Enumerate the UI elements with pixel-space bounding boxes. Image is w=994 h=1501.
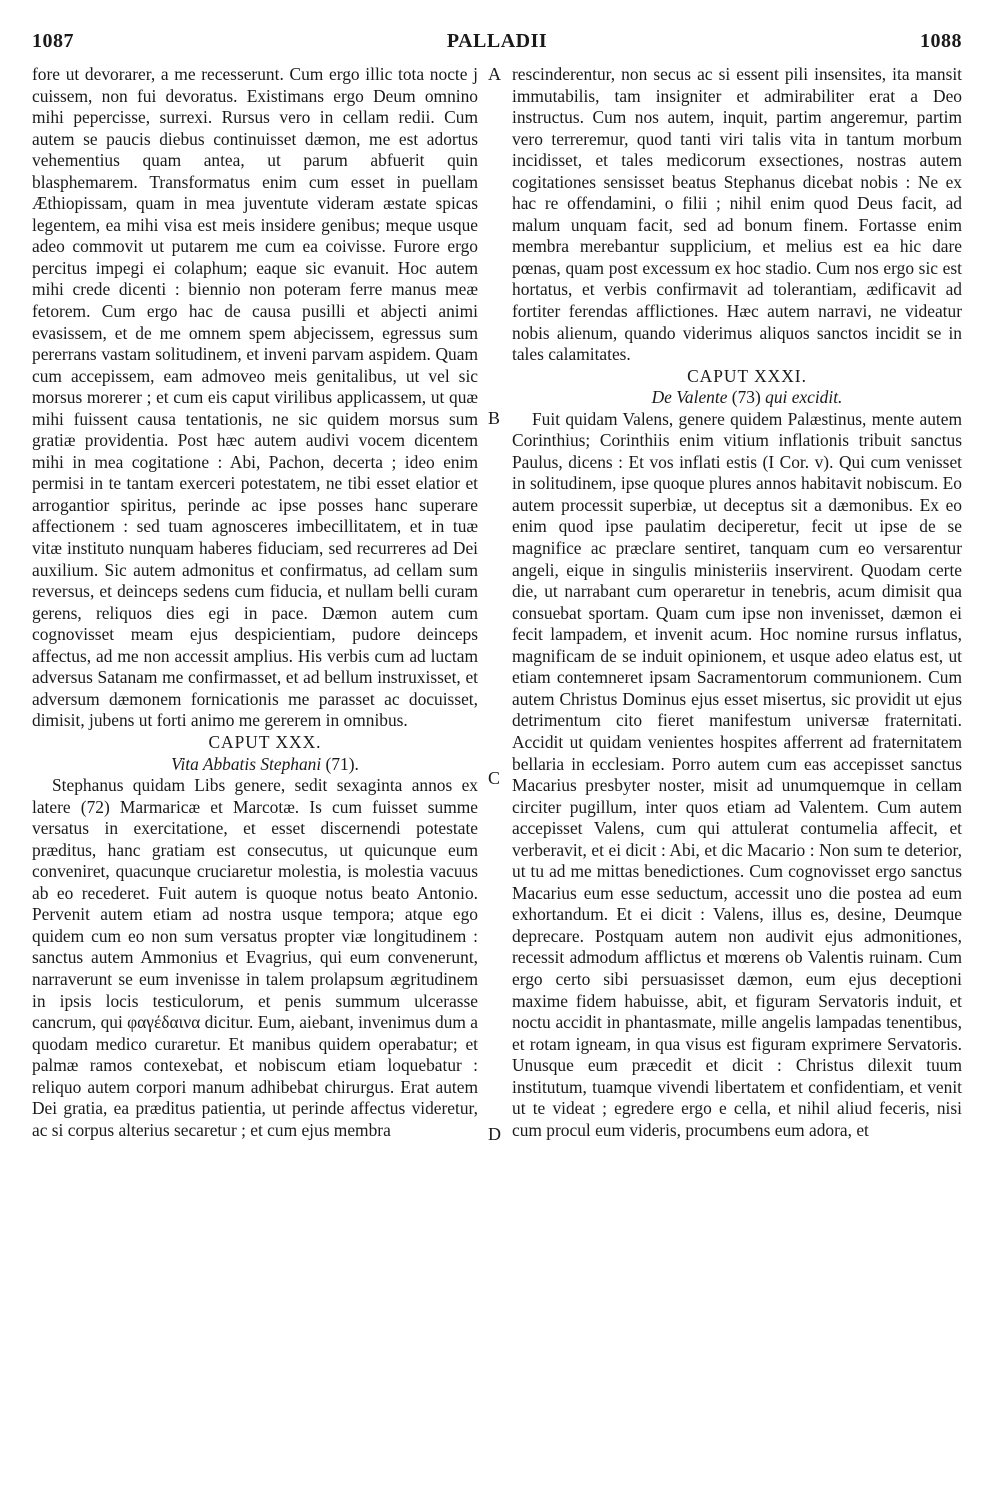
right-column — [512, 64, 962, 1141]
running-title: PALLADII — [446, 30, 548, 52]
page-header — [32, 30, 962, 60]
left-paragraph-2: Stephanus quidam Libs genere, sedit sexaginta annos ex latere (72) Marmaricæ et Marcotæ. Is cum fuisset summe versatus in exercitatione, et esset discernendi potestate præditus, hanc gratiam est consecutus, ut quicunque eum conveniret, quacunque cruciaretur molestia, is molestia vacuus ab eo recederet. Fuit autem is quoque notus beato Antonio. Pervenit autem etiam ad nostra usque tempora; atque ego quidem cum eo non sum versatus propter viæ longitudinem : sanctus autem Ammonius et Evagrius, qui eum convenerunt, narraverunt se eum invenisse in talem prolapsum ægritudinem in ipsis locis testiculorum, et penis summum ulcerasse cancrum, qui φαγέδαινα dicitur. Eum, aiebant, invenimus dum a quodam medico curaretur. Et manibus quidem operabatur; et palmæ ramos contexebat, et nobiscum etiam loquebatur : reliquo autem corpori manum adhibebat chirurgus. Erat autem Dei gratia, ea præditus patientia, ut perinde affectus videretur, ac si corpus alterius secaretur ; et cum ejus membra — [32, 775, 478, 1140]
page-number-right: 1088 — [920, 30, 962, 52]
chapter-subtitle-30 — [32, 754, 478, 776]
margin-letter-a: A — [488, 64, 501, 84]
chapter-heading-30: CAPUT XXX. — [208, 731, 322, 752]
page-number-left: 1087 — [32, 30, 74, 52]
chapter-subtitle-31 — [512, 387, 962, 409]
left-column — [32, 64, 478, 1141]
margin-letter-b: B — [488, 408, 501, 428]
chapter-subtitle-31-text-a: De Valente — [651, 387, 728, 408]
chapter-note-30: (71). — [325, 753, 359, 774]
right-paragraph-2: Fuit quidam Valens, genere quidem Palæstinus, mente autem Corinthius; Corinthiis enim vitium inflationis tribuit sanctus Paulus, dicens : Et vos inflati estis (I Cor. v). Qui cum venisset in solitudinem, ipse quoque plures annos habitavit nobiscum. Eo autem processit superbiæ, ut deceptus sit a dæmonibus. Ex eo enim quod ipse paulatim deciperetur, fecit ut ipse de se magnifice ac præclare sentiret, tanquam cum eo versarentur angeli, eique in singulis ministeriis inservirent. Quodam certe die, ut narrabant cum operaretur in tenebris, acum dimisit qua consuebat sportam. Quam cum ipse non invenisset, dæmon ei fecit lampadem, et invenit acum. Hoc nomine rursus inflatus, magnificam de se induit opinionem, et usque adeo elatus est, ut etiam contemneret ipsam Sacramentorum communionem. Cum autem Christus Dominus ejus esset misertus, sic providit ut ejus detrimentum cito fieret manifestum universæ fraternitati. Accidit ut quidam venientes hospites afferrent ad fraternitatem bellaria in ecclesiam. Porro autem cum eas accepisset sanctus Macarius presbyter noster, misit ad unumquemque in cellam circiter pugillum, inter quos etiam ad Valentem. Cum autem accepisset Valens, cum qui attulerat contumelia affecit, et verberavit, et ei dicit : Abi, et dic Macario : Non sum te deterior, ut tu ad me mittas benedictiones. Cum cognovisset ergo sanctus Macarius eum esse seductum, accessit uno die postea ad eum exhortandum. Et ei dicit : Valens, illus es, desine, Deumque deprecare. Postquam autem non audivit ejus admonitiones, recessit admodum afflictus et mœrens ob Valentis ruinam. Cum ergo certo sibi persuasisset dæmon, eum ejus deceptioni maxime fidem habuisse, abit, et figuram Servatoris induit, et noctu accidit in phantasmate, mille angelis lampadas tenentibus, et rotam igneam, in qua visus est figuram exprimere Servatoris. Unusque eum præcedit et dicit : Christus dilexit tuum institutum, tuamque vivendi libertatem et confidentiam, et venit ut te videat ; egredere ergo e cella, et nihil aliud feceris, nisi cum procul eum videris, procumbens eum adora, et — [512, 408, 962, 1140]
margin-letter-d: D — [488, 1124, 501, 1144]
left-paragraph-1: fore ut devorarer, a me recesserunt. Cum ergo illic tota nocte j cuissem, non fui devoratus. Existimans ergo Deum omnino mihi pepercisse, surrexi. Rursus vero in cellam redii. Cum autem se paucis diebus continuisset dæmon, me est adortus vehementius quam antea, ut parum abfuerit quin blasphemarem. Transformatus enim cum esset in puellam Æthiopissam, quam in mea juventute videram æstate spicas legentem, ea mihi visa est meis insidere genibus; meque usque adeo commovit ut putarem me cum ea coivisse. Furore ergo percitus impegi ei colaphum; eaque sic evanuit. Hoc autem mihi crede dicenti : biennio non poteram ferre manus meæ fetorem. Cum ergo hac de causa pusilli et abjecti animi evasissem, et de me omnem spem abjecissem, egressus sum pererrans vastam solitudinem, et inveni parvam aspidem. Quam cum accepissem, eam admoveo meis genitalibus, ut vel sic morsus morerer ; et cum eis caput virilibus applicassem, ut quæ mihi fuissent causa tentationis, ne sic quidem morsus sum gratiæ providentia. Post hæc autem audivi vocem dicentem mihi in mea cogitatione : Abi, Pachon, decerta ; ideo enim permisi in te tantam exerceri potestatem, ne tibi esset elatior et arrogantior spiritus, perinde ac ipse posses hanc superare affectionem : sed tuam agnosceres imbecillitatem, et in tuæ vitæ instituto nunquam haberes fiduciam, sed recurreres ad Dei auxilium. Sic autem admonitus et confirmatus, ad cellam sum reversus, et deinceps sedens cum fiducia, et nullam belli curam gerens, reliquos dies egi in pace. Dæmon autem cum cognovisset meam ejus despicientiam, pudore deinceps affectus, ad me non accessit amplius. His verbis cum ad luctam adversus Satanam me confirmasset, et ad bellum instruxisset, et adversum dæmonem fornicationis me parasset ac docuisset, dimisit, jubens ut forti animo me gererem in omnibus. — [32, 64, 478, 731]
right-paragraph-1: rescinderentur, non secus ac si essent pili insensites, ita mansit immutabilis, tam insigniter et admirabiliter erat a Deo instructus. Cum nos autem, inquit, partim angeremur, partim vero terreremur, quod tanti viri talis vita in tantum morbum incidisset, et tales medicorum exsectiones, nostras autem cogitationes sensisset beatus Stephanus dicebat nobis : Ne ex hac re offendamini, o filii ; nihil enim quod Deus facit, ad malum unquam facit, sed ad bonum finem. Fortasse enim membra merebantur supplicium, et melius est ea hic dare pœnas, quam post excessum ex hoc stadio. Cum nos ergo sic est hortatus, et verbis confirmavit ad tolerantiam, ædificavit ad fortiter ferendas afflictiones. Hæc autem narravi, ne videatur nobis alienum, quando viderimus aliquos sanctos incidit se in tales calamitates. — [512, 64, 962, 365]
margin-letter-c: C — [488, 768, 501, 788]
chapter-subtitle-30-text: Vita Abbatis Stephani — [171, 753, 322, 774]
chapter-heading-31: CAPUT XXXI. — [687, 365, 807, 386]
chapter-subtitle-31-text-b: qui excidit. — [765, 387, 843, 408]
chapter-note-31: (73) — [731, 387, 761, 408]
